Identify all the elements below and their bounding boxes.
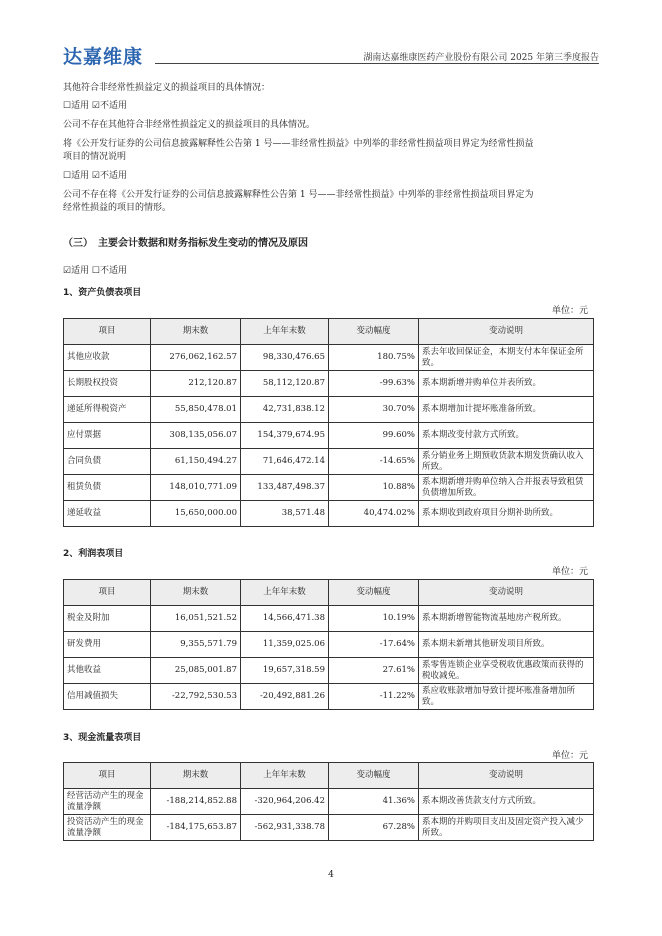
- cell-change: 40,474.02%: [329, 501, 419, 527]
- table-row: [64, 345, 594, 371]
- unit-label: 单位：元: [551, 567, 588, 577]
- cell-end: -22,792,530.53: [151, 684, 241, 710]
- cell-change: 67.28%: [329, 815, 419, 841]
- cell-item: 投资活动产生的现金流量净额: [64, 815, 151, 841]
- cell-prev: 58,112,120.87: [241, 371, 329, 397]
- header-prev: 上年年末数: [241, 763, 329, 789]
- table-row: [64, 501, 594, 527]
- cell-prev: 14,566,471.38: [241, 606, 329, 632]
- header-divider: [155, 63, 599, 64]
- cell-note: 系本期增加计提坏账准备所致。: [419, 397, 594, 423]
- table-header-row: [64, 580, 594, 606]
- cell-note: 系零售连锁企业享受税收优惠政策而获得的税收减免。: [419, 658, 594, 684]
- table-row: [64, 632, 594, 658]
- table-row: [64, 475, 594, 501]
- report-title: 湖南达嘉维康医药产业股份有限公司 2025 年第三季度报告: [363, 53, 599, 63]
- table-row: [64, 789, 594, 815]
- paragraph: 公司不存在其他符合非经常性损益定义的损益项目的具体情况。: [63, 120, 316, 130]
- subsection-heading: 2、利润表项目: [63, 549, 124, 559]
- cell-item: 应付票据: [64, 423, 151, 449]
- cell-note: 系本期新增并购单位并表所致。: [419, 371, 594, 397]
- cell-prev: 19,657,318.59: [241, 658, 329, 684]
- unit-label: 单位：元: [551, 751, 588, 761]
- cell-item: 经营活动产生的现金流量净额: [64, 789, 151, 815]
- cell-change: 41.36%: [329, 789, 419, 815]
- cell-change: 99.60%: [329, 423, 419, 449]
- cell-change: 10.19%: [329, 606, 419, 632]
- table-header-row: [64, 763, 594, 789]
- paragraph: 将《公开发行证券的公司信息披露解释性公告第 1 号——非经常性损益》中列举的非经常性损益项目界定为经常性损益: [63, 139, 534, 149]
- cell-end: 148,010,771.09: [151, 475, 241, 501]
- cell-item: 递延所得税资产: [64, 397, 151, 423]
- cell-item: 信用减值损失: [64, 684, 151, 710]
- cell-note: 系本期改变付款方式所致。: [419, 423, 594, 449]
- cell-change: 180.75%: [329, 345, 419, 371]
- cell-end: 308,135,056.07: [151, 423, 241, 449]
- cell-prev: 154,379,674.95: [241, 423, 329, 449]
- cell-item: 其他收益: [64, 658, 151, 684]
- cell-end: 55,850,478.01: [151, 397, 241, 423]
- cell-end: 16,051,521.52: [151, 606, 241, 632]
- header-change: 变动幅度: [329, 763, 419, 789]
- cell-item: 长期股权投资: [64, 371, 151, 397]
- cell-note: 系本期改善货款支付方式所致。: [419, 789, 594, 815]
- cell-note: 系本期新增智能物流基地房产税所致。: [419, 606, 594, 632]
- cell-change: 30.70%: [329, 397, 419, 423]
- cell-end: -188,214,852.88: [151, 789, 241, 815]
- cell-prev: 11,359,025.06: [241, 632, 329, 658]
- paragraph: 经常性损益的项目的情形。: [63, 203, 172, 213]
- cell-prev: 42,731,838.12: [241, 397, 329, 423]
- header-note: 变动说明: [419, 580, 594, 606]
- cell-prev: 71,646,472.14: [241, 449, 329, 475]
- table-row: [64, 606, 594, 632]
- cell-note: 系本期收到政府项目分期补助所致。: [419, 501, 594, 527]
- balance-table: [63, 318, 594, 527]
- cell-end: 212,120.87: [151, 371, 241, 397]
- cell-note: 系本期新增并购单位纳入合并报表导致租赁负债增加所致。: [419, 475, 594, 501]
- cell-change: -17.64%: [329, 632, 419, 658]
- section-heading: （三） 主要会计数据和财务指标发生变动的情况及原因: [63, 238, 308, 249]
- cell-change: -14.65%: [329, 449, 419, 475]
- cell-item: 研发费用: [64, 632, 151, 658]
- cell-item: 租赁负债: [64, 475, 151, 501]
- table-row: [64, 815, 594, 841]
- table-row: [64, 397, 594, 423]
- table-row: [64, 684, 594, 710]
- cell-prev: 98,330,476.65: [241, 345, 329, 371]
- subsection-heading: 1、资产负债表项目: [63, 288, 142, 298]
- header-end: 期末数: [151, 319, 241, 345]
- paragraph: 公司不存在将《公开发行证券的公司信息披露解释性公告第 1 号——非经常性损益》中列举的非经常性损益项目界定为: [63, 190, 534, 200]
- header-item: 项目: [64, 763, 151, 789]
- header-item: 项目: [64, 319, 151, 345]
- header-note: 变动说明: [419, 763, 594, 789]
- table-row: [64, 658, 594, 684]
- applicability-checkbox: ☑适用 ☐不适用: [63, 266, 127, 276]
- table-row: [64, 449, 594, 475]
- cell-item: 税金及附加: [64, 606, 151, 632]
- income-table: [63, 579, 594, 710]
- cell-note: 系本期未新增其他研发项目所致。: [419, 632, 594, 658]
- cell-change: 27.61%: [329, 658, 419, 684]
- header-item: 项目: [64, 580, 151, 606]
- header-end: 期末数: [151, 763, 241, 789]
- cell-change: -99.63%: [329, 371, 419, 397]
- cell-end: 15,650,000.00: [151, 501, 241, 527]
- paragraph: 其他符合非经常性损益定义的损益项目的具体情况：: [63, 83, 271, 93]
- company-logo: 达嘉维康: [63, 46, 144, 68]
- subsection-heading: 3、现金流量表项目: [63, 733, 142, 743]
- cell-end: -184,175,653.87: [151, 815, 241, 841]
- cell-note: 系分销业务上期预收货款本期发货确认收入所致。: [419, 449, 594, 475]
- header-prev: 上年年末数: [241, 319, 329, 345]
- cell-note: 系应收账款增加导致计提坏账准备增加所致。: [419, 684, 594, 710]
- applicability-checkbox: ☐适用 ☑不适用: [63, 171, 127, 181]
- cell-item: 其他应收款: [64, 345, 151, 371]
- cell-end: 25,085,001.87: [151, 658, 241, 684]
- cell-note: 系本期的并购项目支出及固定资产投入减少所致。: [419, 815, 594, 841]
- cashflow-table: [63, 762, 594, 841]
- cell-note: 系去年收回保证金，本期支付本年保证金所致。: [419, 345, 594, 371]
- table-row: [64, 371, 594, 397]
- paragraph: 项目的情况说明: [63, 152, 127, 162]
- page-number: 4: [328, 870, 334, 880]
- cell-change: 10.88%: [329, 475, 419, 501]
- cell-item: 合同负债: [64, 449, 151, 475]
- cell-end: 276,062,162.57: [151, 345, 241, 371]
- cell-prev: -562,931,338.78: [241, 815, 329, 841]
- table-header-row: [64, 319, 594, 345]
- table-row: [64, 423, 594, 449]
- applicability-checkbox: ☐适用 ☑不适用: [63, 101, 127, 111]
- cell-change: -11.22%: [329, 684, 419, 710]
- cell-end: 9,355,571.79: [151, 632, 241, 658]
- header-change: 变动幅度: [329, 319, 419, 345]
- cell-end: 61,150,494.27: [151, 449, 241, 475]
- header-change: 变动幅度: [329, 580, 419, 606]
- cell-prev: 133,487,498.37: [241, 475, 329, 501]
- header-note: 变动说明: [419, 319, 594, 345]
- cell-prev: -20,492,881.26: [241, 684, 329, 710]
- unit-label: 单位：元: [551, 306, 588, 316]
- header-end: 期末数: [151, 580, 241, 606]
- cell-prev: 38,571.48: [241, 501, 329, 527]
- header-prev: 上年年末数: [241, 580, 329, 606]
- cell-item: 递延收益: [64, 501, 151, 527]
- cell-prev: -320,964,206.42: [241, 789, 329, 815]
